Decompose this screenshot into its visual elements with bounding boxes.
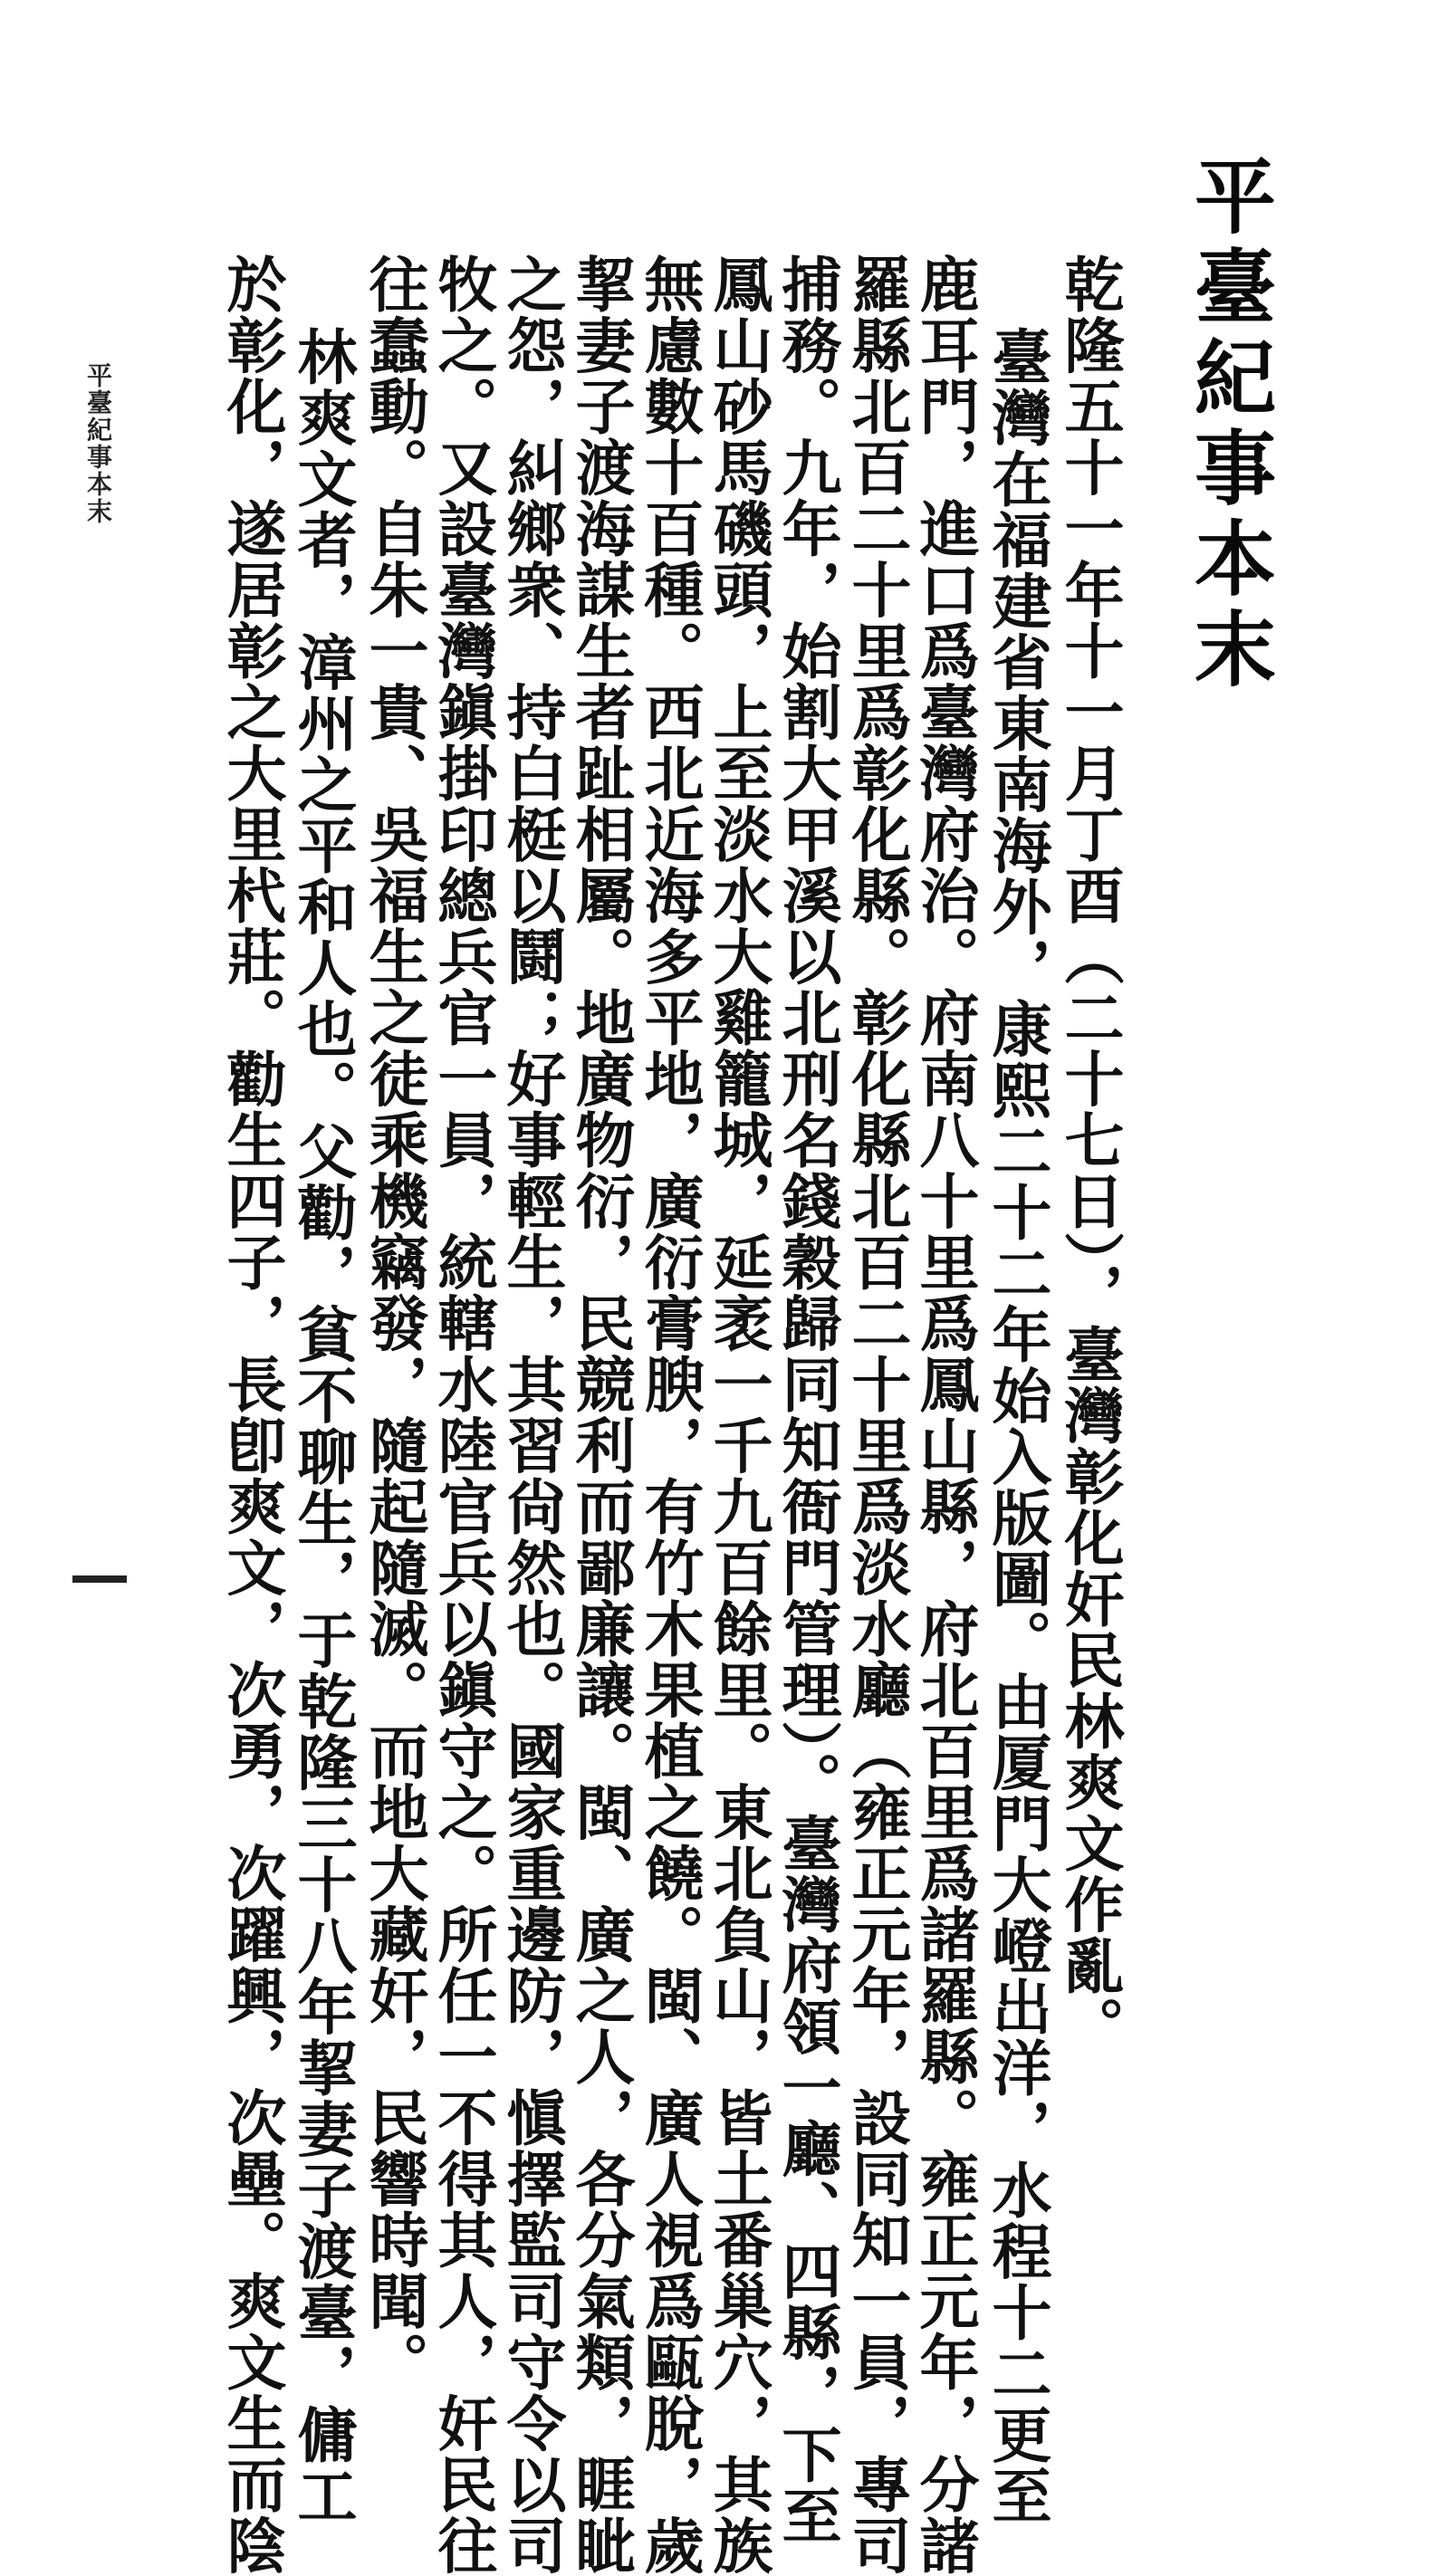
text-column: 捕務。九年，始割大甲溪以北刑名錢穀歸同知衙門管理）。臺灣府領一廳、四縣，下至 <box>772 254 842 2546</box>
text-column: 牧之。又設臺灣鎭掛印總兵官一員，統轄水陸官兵以鎭守之。所任一不得其人，奸民往 <box>427 254 498 2576</box>
text-column: 林爽文者，漳州之平和人也。父勸，貧不聊生，于乾隆三十八年挈妻子渡臺，傭工 <box>287 326 358 2526</box>
text-column: 羅縣北百二十里爲彰化縣。彰化縣北百二十里爲淡水廳（雍正元年，設同知一員，專司 <box>841 254 912 2576</box>
document-title: 平臺紀事本末 <box>1180 154 1275 697</box>
text-column: 鳳山砂馬磯頭，上至淡水大雞籠城，延袤一千九百餘里。東北負山，皆土番巢穴，其族 <box>703 254 773 2576</box>
text-column: 於彰化，遂居彰之大里杙莊。勸生四子，長卽爽文，次勇，次躍興，次壘。爽文生而陰 <box>216 254 287 2576</box>
running-head: 平臺紀事本末 <box>83 362 113 525</box>
text-column: 臺灣在福建省東南海外，康熙二十二年始入版圖。由厦門大嶝出洋，水程十二更至 <box>982 326 1052 2526</box>
text-column: 無慮數十百種。西北近海多平地，廣衍膏腴，有竹木果植之饒。閩、廣人視爲甌脫，歲 <box>634 254 705 2576</box>
text-column: 之怨，糾鄉衆、持白梃以鬪；好事輕生，其習尙然也。國家重邊防，愼擇監司守令以司 <box>496 254 567 2576</box>
text-column: 挈妻子渡海謀生者趾相屬。地廣物衍，民競利而鄙廉讓。閩、廣之人，各分氣類，睚眦 <box>565 254 636 2576</box>
text-column: 往蠢動。自朱一貴、吳福生之徒乘機竊發，隨起隨滅。而地大藏奸，民響時聞。 <box>359 254 429 2393</box>
text-column: 乾隆五十一年十一月丁酉（二十七日），臺灣彰化奸民林爽文作亂。 <box>1054 254 1125 2057</box>
page-number <box>72 1575 127 1583</box>
text-column: 鹿耳門，進口爲臺灣府治。府南八十里爲鳳山縣，府北百里爲諸羅縣。雍正元年，分諸 <box>909 254 980 2576</box>
